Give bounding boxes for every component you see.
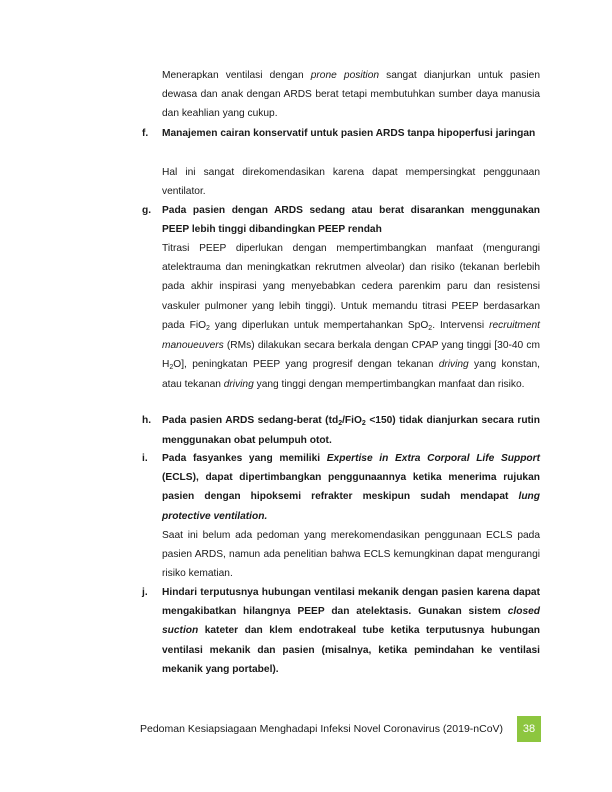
- item-g-em-3: driving: [223, 379, 254, 391]
- intro-emphasis: prone position: [310, 70, 380, 81]
- item-h-sub-1: 2: [338, 420, 343, 427]
- footer-title: Pedoman Kesiapsiagaan Menghadapi Infeksi Novel Coronavirus (2019-nCoV): [140, 723, 504, 735]
- item-i-body: Saat ini belum ada pedoman yang merekomendasikan penggunaan ECLS pada pasien ARDS, namun ada penelitian bahwa ECLS kemungkinan dapat mengurangi risiko kematian.: [162, 530, 540, 580]
- intro-paragraph: [162, 66, 540, 124]
- item-g-text-3: . Intervensi: [432, 319, 490, 331]
- item-g-em-1: recruitment manoueuvers: [162, 319, 541, 352]
- item-h-text-2: /FiO: [342, 415, 362, 426]
- item-g-em-2: driving: [438, 359, 469, 371]
- item-h-title: [162, 411, 540, 450]
- intro-text-2: sangat dianjurkan untuk pasien dewasa dan anak dengan ARDS berat tetapi membutuhkan sumber daya manusia dan keahlian yang cukup.: [162, 70, 540, 120]
- item-j-title: [162, 583, 540, 679]
- item-i-text-1: Pada fasyankes yang memiliki: [162, 453, 327, 464]
- item-g-text-7: yang tinggi dengan mempertimbangkan manfaat dan risiko.: [253, 379, 525, 391]
- item-g-text-4: (RMs) dilakukan secara berkala dengan CPAP yang tinggi [30-40 cm H: [162, 340, 540, 371]
- item-h-marker: h.: [142, 415, 152, 426]
- item-j-text-1: Hindari terputusnya hubungan ventilasi mekanik dengan pasien karena dapat mengakibatkan hilangnya PEEP dan atelektasis. Gunakan sistem: [162, 587, 540, 618]
- item-g-sub-1: 2: [206, 324, 210, 332]
- item-g-sub-2: 2: [428, 324, 433, 332]
- item-i-marker: i.: [142, 453, 148, 464]
- item-f-body: Hal ini sangat direkomendasikan karena dapat mempersingkat penggunaan ventilator.: [162, 167, 540, 198]
- item-h-text-3: <150) tidak dianjurkan secara rutin menggunakan obat pelumpuh otot.: [162, 415, 540, 447]
- item-g-text-5: O], peningkatan PEEP yang progresif dengan tekanan: [173, 359, 439, 371]
- item-f-marker: f.: [142, 128, 149, 139]
- item-g-text-2: yang diperlukan untuk mempertahankan SpO: [209, 319, 429, 331]
- item-j-em-1: closed suction: [162, 606, 540, 637]
- item-h-sub-2: 2: [361, 420, 366, 427]
- intro-text-1: Menerapkan ventilasi dengan: [162, 70, 311, 81]
- item-i-text-2: (ECLS), dapat dipertimbangkan penggunaannya ketika menerima rujukan pasien dengan hipoksemi refrakter meskipun sudah mendapat: [162, 472, 540, 503]
- item-i-em-2: lung protective ventilation.: [162, 491, 540, 522]
- item-g-text-1: Titrasi PEEP diperlukan dengan mempertimbangkan manfaat (mengurangi atelektrauma dan meningkatkan rekrutmen alveolar) dan risiko (tekanan berlebih pada akhir inspirasi yang menyebabkan cedera parenkim paru dan resistensi vaskuler pulmoner yang lebih tinggi). Untuk memandu titrasi PEEP berdasarkan pada FiO: [162, 243, 540, 331]
- item-g-sub-3: 2: [169, 364, 174, 372]
- item-g-marker: g.: [142, 205, 152, 216]
- page-number-badge: 38: [517, 716, 541, 742]
- item-j-text-2: kateter dan klem endotrakeal tube ketika terputusnya hubungan ventilasi mekanik dan pasien (misalnya, ketika pemindahan ke ventilasi mekanik yang portabel).: [162, 625, 540, 675]
- item-g-title: Pada pasien dengan ARDS sedang atau berat disarankan menggunakan PEEP lebih tinggi dibandingkan PEEP rendah: [162, 205, 540, 236]
- item-g-text-6: yang konstan, atau tekanan: [162, 359, 540, 391]
- item-i-title: [162, 449, 540, 526]
- item-i-em-1: Expertise in Extra Corporal Life Support: [326, 453, 541, 464]
- item-j-marker: j.: [142, 587, 148, 598]
- item-h-text-1: Pada pasien ARDS sedang-berat (td: [162, 415, 339, 426]
- item-g-body: [162, 239, 540, 395]
- item-f-title: Manajemen cairan konservatif untuk pasien ARDS tanpa hipoperfusi jaringan: [162, 128, 536, 139]
